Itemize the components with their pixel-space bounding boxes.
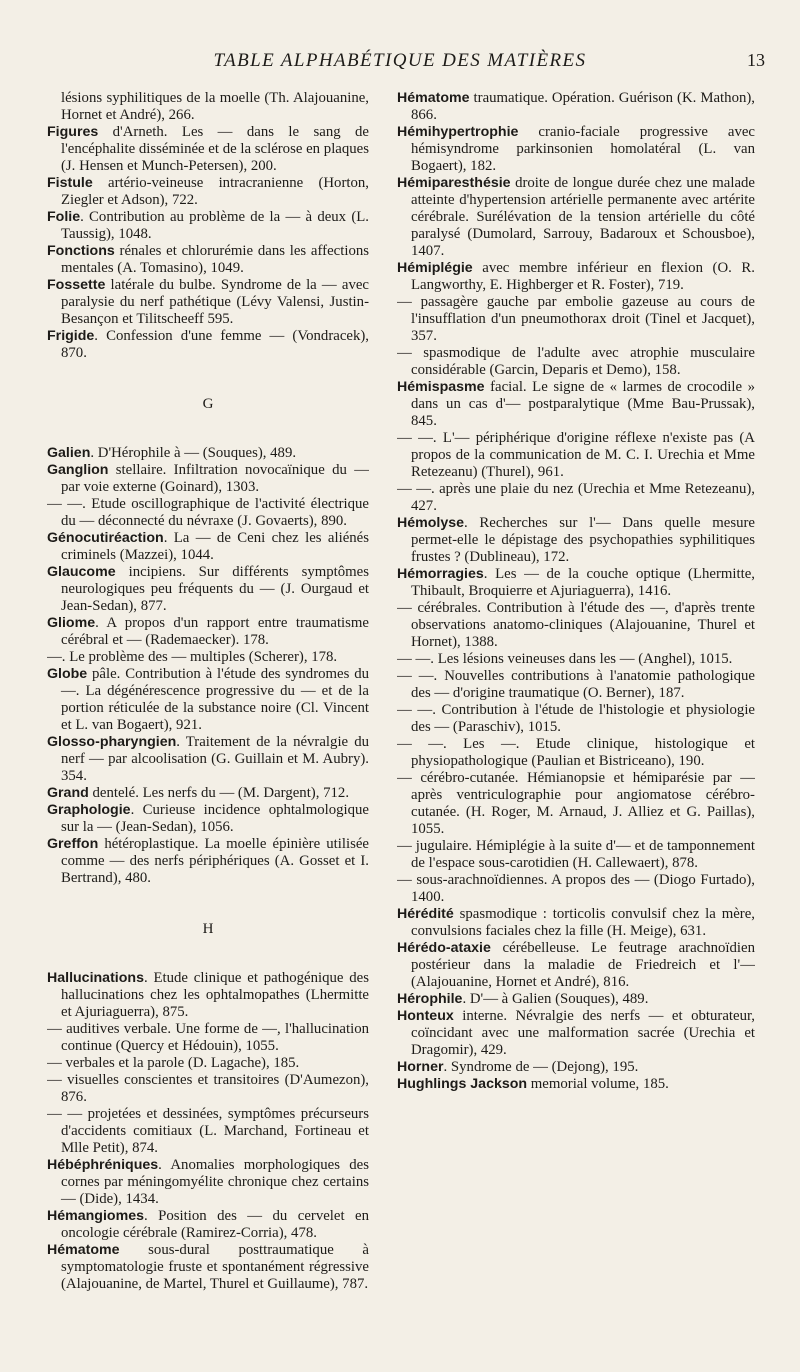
index-text: pâle. Contribution à l'étude des syndromes du —. La dégénérescence progressive du — et de la portion réticulée de la substance noire (Cl. Vincent et L. van Bogaert), 921. bbox=[61, 666, 369, 733]
index-text: — —. L'— périphérique d'origine réflexe n'existe pas (A propos de la communication de M. C. I. Urechia et Mme Retezeanu) (Thurel), 961. bbox=[397, 430, 755, 480]
index-text: lésions syphilitiques de la moelle (Th. Alajouanine, Hornet et André), 266. bbox=[61, 90, 369, 123]
index-text: —. Le problème des — multiples (Scherer), 178. bbox=[47, 649, 338, 665]
index-entry bbox=[397, 345, 755, 379]
index-entry bbox=[47, 836, 369, 887]
index-text: . Traitement de la névralgie du nerf — par alcoolisation (G. Guillain et M. Aubry). 354. bbox=[61, 734, 369, 784]
index-entry bbox=[47, 615, 369, 649]
index-term: Hébéphréniques bbox=[47, 1157, 159, 1173]
index-entry bbox=[397, 379, 755, 430]
index-entry bbox=[397, 566, 755, 600]
index-term: Fonctions bbox=[47, 243, 115, 259]
index-term: Hémispasme bbox=[397, 379, 485, 395]
index-text: droite de longue durée chez une malade atteinte d'hypertension artérielle permanente avec artérite cérébrale. Surélévation de la tension artérielle du côté paralysé (Dumolard, Sarrouy, Badaroux et Schousboe), 1407. bbox=[411, 175, 755, 259]
index-text: — auditives verbale. Une forme de —, l'hallucination continue (Quercy et Hédouin), 1055. bbox=[47, 1021, 369, 1054]
index-term: Hématome bbox=[397, 90, 470, 106]
index-text: hétéroplastique. La moelle épinière utilisée comme — des nerfs périphériques (A. Gosset et I. Bertrand), 480. bbox=[61, 836, 369, 886]
index-text: dentelé. Les nerfs du — (M. Dargent), 712. bbox=[88, 785, 350, 801]
index-text: . Etude clinique et pathogénique des hallucinations chez les ophtalmopathes (Lhermitte et Ajuriaguerra), 875. bbox=[61, 970, 369, 1020]
index-term: Frigide bbox=[47, 328, 95, 344]
index-term: Figures bbox=[47, 124, 99, 140]
index-text: . Les — de la couche optique (Lhermitte, Thibault, Broquierre et Ajuriaguerra), 1416. bbox=[411, 566, 755, 599]
index-entry bbox=[397, 770, 755, 838]
index-term: Honteux bbox=[397, 1008, 454, 1024]
index-entry bbox=[397, 838, 755, 872]
index-text: . Confession d'une femme — (Vondracek), 870. bbox=[61, 328, 369, 361]
index-term: Glaucome bbox=[47, 564, 116, 580]
right-column bbox=[397, 90, 755, 1370]
index-text: . A propos d'un rapport entre traumatisme cérébral et — (Rademaecker). 178. bbox=[61, 615, 369, 648]
index-entry bbox=[397, 702, 755, 736]
index-entry bbox=[397, 1076, 755, 1093]
index-text: sous-dural posttraumatique à symptomatologie fruste et spontanément régressive (Alajouanine, de Martel, Thurel et Guillaume), 787. bbox=[61, 1242, 369, 1292]
index-text: — visuelles conscientes et transitoires (D'Aumezon), 876. bbox=[47, 1072, 369, 1105]
index-text: stellaire. Infiltration novocaïnique du — par voie externe (Goinard), 1303. bbox=[61, 462, 369, 495]
index-entry bbox=[397, 906, 755, 940]
index-text: . Anomalies morphologiques des cornes par méningomyélite chronique chez certains — (Dide), 1434. bbox=[61, 1157, 369, 1207]
index-entry bbox=[47, 243, 369, 277]
index-text: avec membre inférieur en flexion (O. R. Langworthy, E. Highberger et R. Foster), 719. bbox=[411, 260, 755, 293]
index-term: Hughlings Jackson bbox=[397, 1076, 528, 1092]
index-text: — cérébro-cutanée. Hémianopsie et hémiparésie par — après ventriculographie pour angiomatose cérébro-cutanée. (H. Roger, M. Arnaud, J. Alliez et G. Paillas), 1055. bbox=[397, 770, 755, 837]
page-header bbox=[0, 50, 800, 78]
index-text: — sous-arachnoïdiennes. A propos des — (Diogo Furtado), 1400. bbox=[397, 872, 755, 905]
index-entry bbox=[47, 496, 369, 530]
index-term: Folie bbox=[47, 209, 81, 225]
index-term: Ganglion bbox=[47, 462, 109, 478]
index-entry bbox=[397, 260, 755, 294]
index-entry bbox=[47, 666, 369, 734]
index-entry bbox=[47, 785, 369, 802]
index-text: facial. Le signe de « larmes de crocodile » dans un cas d'— postparalytique (Mme Bau-Prussak), 845. bbox=[411, 379, 755, 429]
index-term: Fistule bbox=[47, 175, 93, 191]
index-text: — verbales et la parole (D. Lagache), 185. bbox=[47, 1055, 300, 1071]
index-text: . D'— à Galien (Souques), 489. bbox=[462, 991, 649, 1007]
index-entry bbox=[397, 515, 755, 566]
index-entry bbox=[397, 600, 755, 651]
index-entry bbox=[47, 328, 369, 362]
index-entry bbox=[47, 649, 369, 666]
index-text: cérébelleuse. Le feutrage arachnoïdien postérieur dans la maladie de Friedreich et l'— (Alajouanine, Hornet et André), 816. bbox=[411, 940, 755, 990]
index-entry bbox=[47, 277, 369, 328]
index-text: latérale du bulbe. Syndrome de la — avec paralysie du nerf pathétique (Lévy Valensi, Justin-Besançon et Tilitscheeff 595. bbox=[61, 277, 369, 327]
index-entry bbox=[397, 294, 755, 345]
index-entry bbox=[397, 124, 755, 175]
index-entry bbox=[47, 970, 369, 1021]
page-number: 13 bbox=[747, 50, 765, 70]
index-entry bbox=[397, 1059, 755, 1076]
index-text: . Recherches sur l'— Dans quelle mesure permet-elle le dépistage des psychopathies syphilitiques frustes ? (Dublineau), 172. bbox=[411, 515, 755, 565]
index-entry bbox=[397, 651, 755, 668]
index-term: Hémorragies bbox=[397, 566, 484, 582]
index-term: Génocutiréaction bbox=[47, 530, 164, 546]
index-entry bbox=[47, 802, 369, 836]
index-term: Galien bbox=[47, 445, 91, 461]
section-letter: H bbox=[202, 921, 214, 937]
section-letter: G bbox=[202, 396, 214, 412]
index-entry bbox=[47, 530, 369, 564]
index-term: Hémiparesthésie bbox=[397, 175, 511, 191]
index-entry bbox=[47, 1208, 369, 1242]
index-text: — — projetées et dessinées, symptômes précurseurs d'accidents comitiaux (L. Marchand, Fortineau et Mlle Petit), 874. bbox=[47, 1106, 369, 1156]
index-entry bbox=[397, 1008, 755, 1059]
index-text: — cérébrales. Contribution à l'étude des —, d'après trente observations anatomo-cliniques (Alajouanine, Thurel et Hornet), 1388. bbox=[397, 600, 755, 650]
index-term: Hémiplégie bbox=[397, 260, 473, 276]
index-text: — —. Contribution à l'étude de l'histologie et physiologie des — (Paraschiv), 1015. bbox=[397, 702, 755, 735]
index-term: Greffon bbox=[47, 836, 99, 852]
index-entry bbox=[47, 445, 369, 462]
index-text: . Syndrome de — (Dejong), 195. bbox=[443, 1059, 639, 1075]
index-text: traumatique. Opération. Guérison (K. Mathon), 866. bbox=[411, 90, 755, 123]
left-column bbox=[47, 90, 369, 1370]
index-text: — passagère gauche par embolie gazeuse au cours de l'insufflation d'un pneumothorax droit (Tinel et Jacquet), 357. bbox=[397, 294, 755, 344]
index-term: Globe bbox=[47, 666, 88, 682]
index-term: Gliome bbox=[47, 615, 96, 631]
index-entry bbox=[47, 175, 369, 209]
index-entry bbox=[47, 1106, 369, 1157]
index-text: spasmodique : torticolis convulsif chez la mère, convulsions faciales chez la fille (H. Meige), 631. bbox=[411, 906, 755, 939]
index-entry bbox=[47, 209, 369, 243]
index-text: . Curieuse incidence ophtalmologique sur la — (Jean-Sedan), 1056. bbox=[61, 802, 369, 835]
index-text: — jugulaire. Hémiplégie à la suite d'— et de tamponnement de l'espace sous-carotidien (H. Callewaert), 878. bbox=[397, 838, 755, 871]
index-term: Graphologie bbox=[47, 802, 131, 818]
index-term: Hémangiomes bbox=[47, 1208, 144, 1224]
index-entry bbox=[47, 1242, 369, 1293]
index-entry bbox=[397, 940, 755, 991]
index-text: — —. Nouvelles contributions à l'anatomie pathologique des — d'origine traumatique (O. Berner), 187. bbox=[397, 668, 755, 701]
index-entry bbox=[47, 462, 369, 496]
index-text: — —. Les lésions veineuses dans les — (Anghel), 1015. bbox=[397, 651, 733, 667]
index-text: — —. après une plaie du nez (Urechia et Mme Retezeanu), 427. bbox=[397, 481, 755, 514]
index-entry bbox=[47, 1021, 369, 1055]
index-term: Hérédité bbox=[397, 906, 454, 922]
index-text: memorial volume, 185. bbox=[527, 1076, 669, 1092]
running-title: TABLE ALPHABÉTIQUE DES MATIÈRES bbox=[213, 50, 587, 71]
index-text: . Position des — du cervelet en oncologie cérébrale (Ramirez-Corria), 478. bbox=[61, 1208, 369, 1241]
index-entry bbox=[397, 991, 755, 1008]
index-entry bbox=[397, 90, 755, 124]
index-term: Hémolyse bbox=[397, 515, 465, 531]
index-entry bbox=[397, 736, 755, 770]
index-text: d'Arneth. Les — dans le sang de l'encéphalite disséminée et de la sclérose en plaques (J. Hensen et Munch-Petersen), 200. bbox=[61, 124, 369, 174]
index-term: Hémihypertrophie bbox=[397, 124, 519, 140]
index-text: — —. Etude oscillographique de l'activité électrique du — déconnecté du névraxe (J. Govaerts), 890. bbox=[47, 496, 369, 529]
index-text: . Contribution au problème de la — à deux (L. Taussig), 1048. bbox=[61, 209, 369, 242]
index-term: Glosso-pharyngien bbox=[47, 734, 177, 750]
index-entry bbox=[397, 481, 755, 515]
index-entry bbox=[397, 872, 755, 906]
index-term: Fossette bbox=[47, 277, 106, 293]
index-entry bbox=[47, 124, 369, 175]
index-term: Grand bbox=[47, 785, 89, 801]
index-term: Hallucinations bbox=[47, 970, 144, 986]
index-text: artério-veineuse intracranienne (Horton, Ziegler et Adson), 722. bbox=[61, 175, 369, 208]
index-entry bbox=[397, 430, 755, 481]
index-text: incipiens. Sur différents symptômes neurologiques peu fréquents du — (J. Ourgaud et Jean-Sedan), 877. bbox=[61, 564, 369, 614]
index-text: cranio-faciale progressive avec hémisyndrome parkinsonien homolatéral (L. van Bogaert), 182. bbox=[411, 124, 755, 174]
index-term: Hérédo-ataxie bbox=[397, 940, 491, 956]
index-text: — —. Les —. Etude clinique, histologique et physiopathologique (Paulian et Bistriceano), 190. bbox=[397, 736, 755, 769]
index-entry bbox=[47, 1055, 369, 1072]
index-text: interne. Névralgie des nerfs — et obturateur, coïncidant avec une malformation sacrée (Urechia et Dragomir), 429. bbox=[411, 1008, 755, 1058]
index-term: Hérophile bbox=[397, 991, 463, 1007]
index-entry bbox=[47, 564, 369, 615]
index-entry bbox=[397, 175, 755, 260]
index-entry bbox=[47, 90, 369, 124]
index-entry bbox=[47, 734, 369, 785]
index-text: . D'Hérophile à — (Souques), 489. bbox=[90, 445, 297, 461]
index-text: — spasmodique de l'adulte avec atrophie musculaire considérable (Garcin, Deparis et Demo), 158. bbox=[397, 345, 755, 378]
index-text: rénales et chlorurémie dans les affections mentales (A. Tomasino), 1049. bbox=[61, 243, 369, 276]
index-text: . La — de Ceni chez les aliénés criminels (Mazzei), 1044. bbox=[61, 530, 369, 563]
index-term: Horner bbox=[397, 1059, 444, 1075]
index-entry bbox=[47, 1157, 369, 1208]
index-entry bbox=[47, 1072, 369, 1106]
index-term: Hématome bbox=[47, 1242, 120, 1258]
index-entry bbox=[397, 668, 755, 702]
